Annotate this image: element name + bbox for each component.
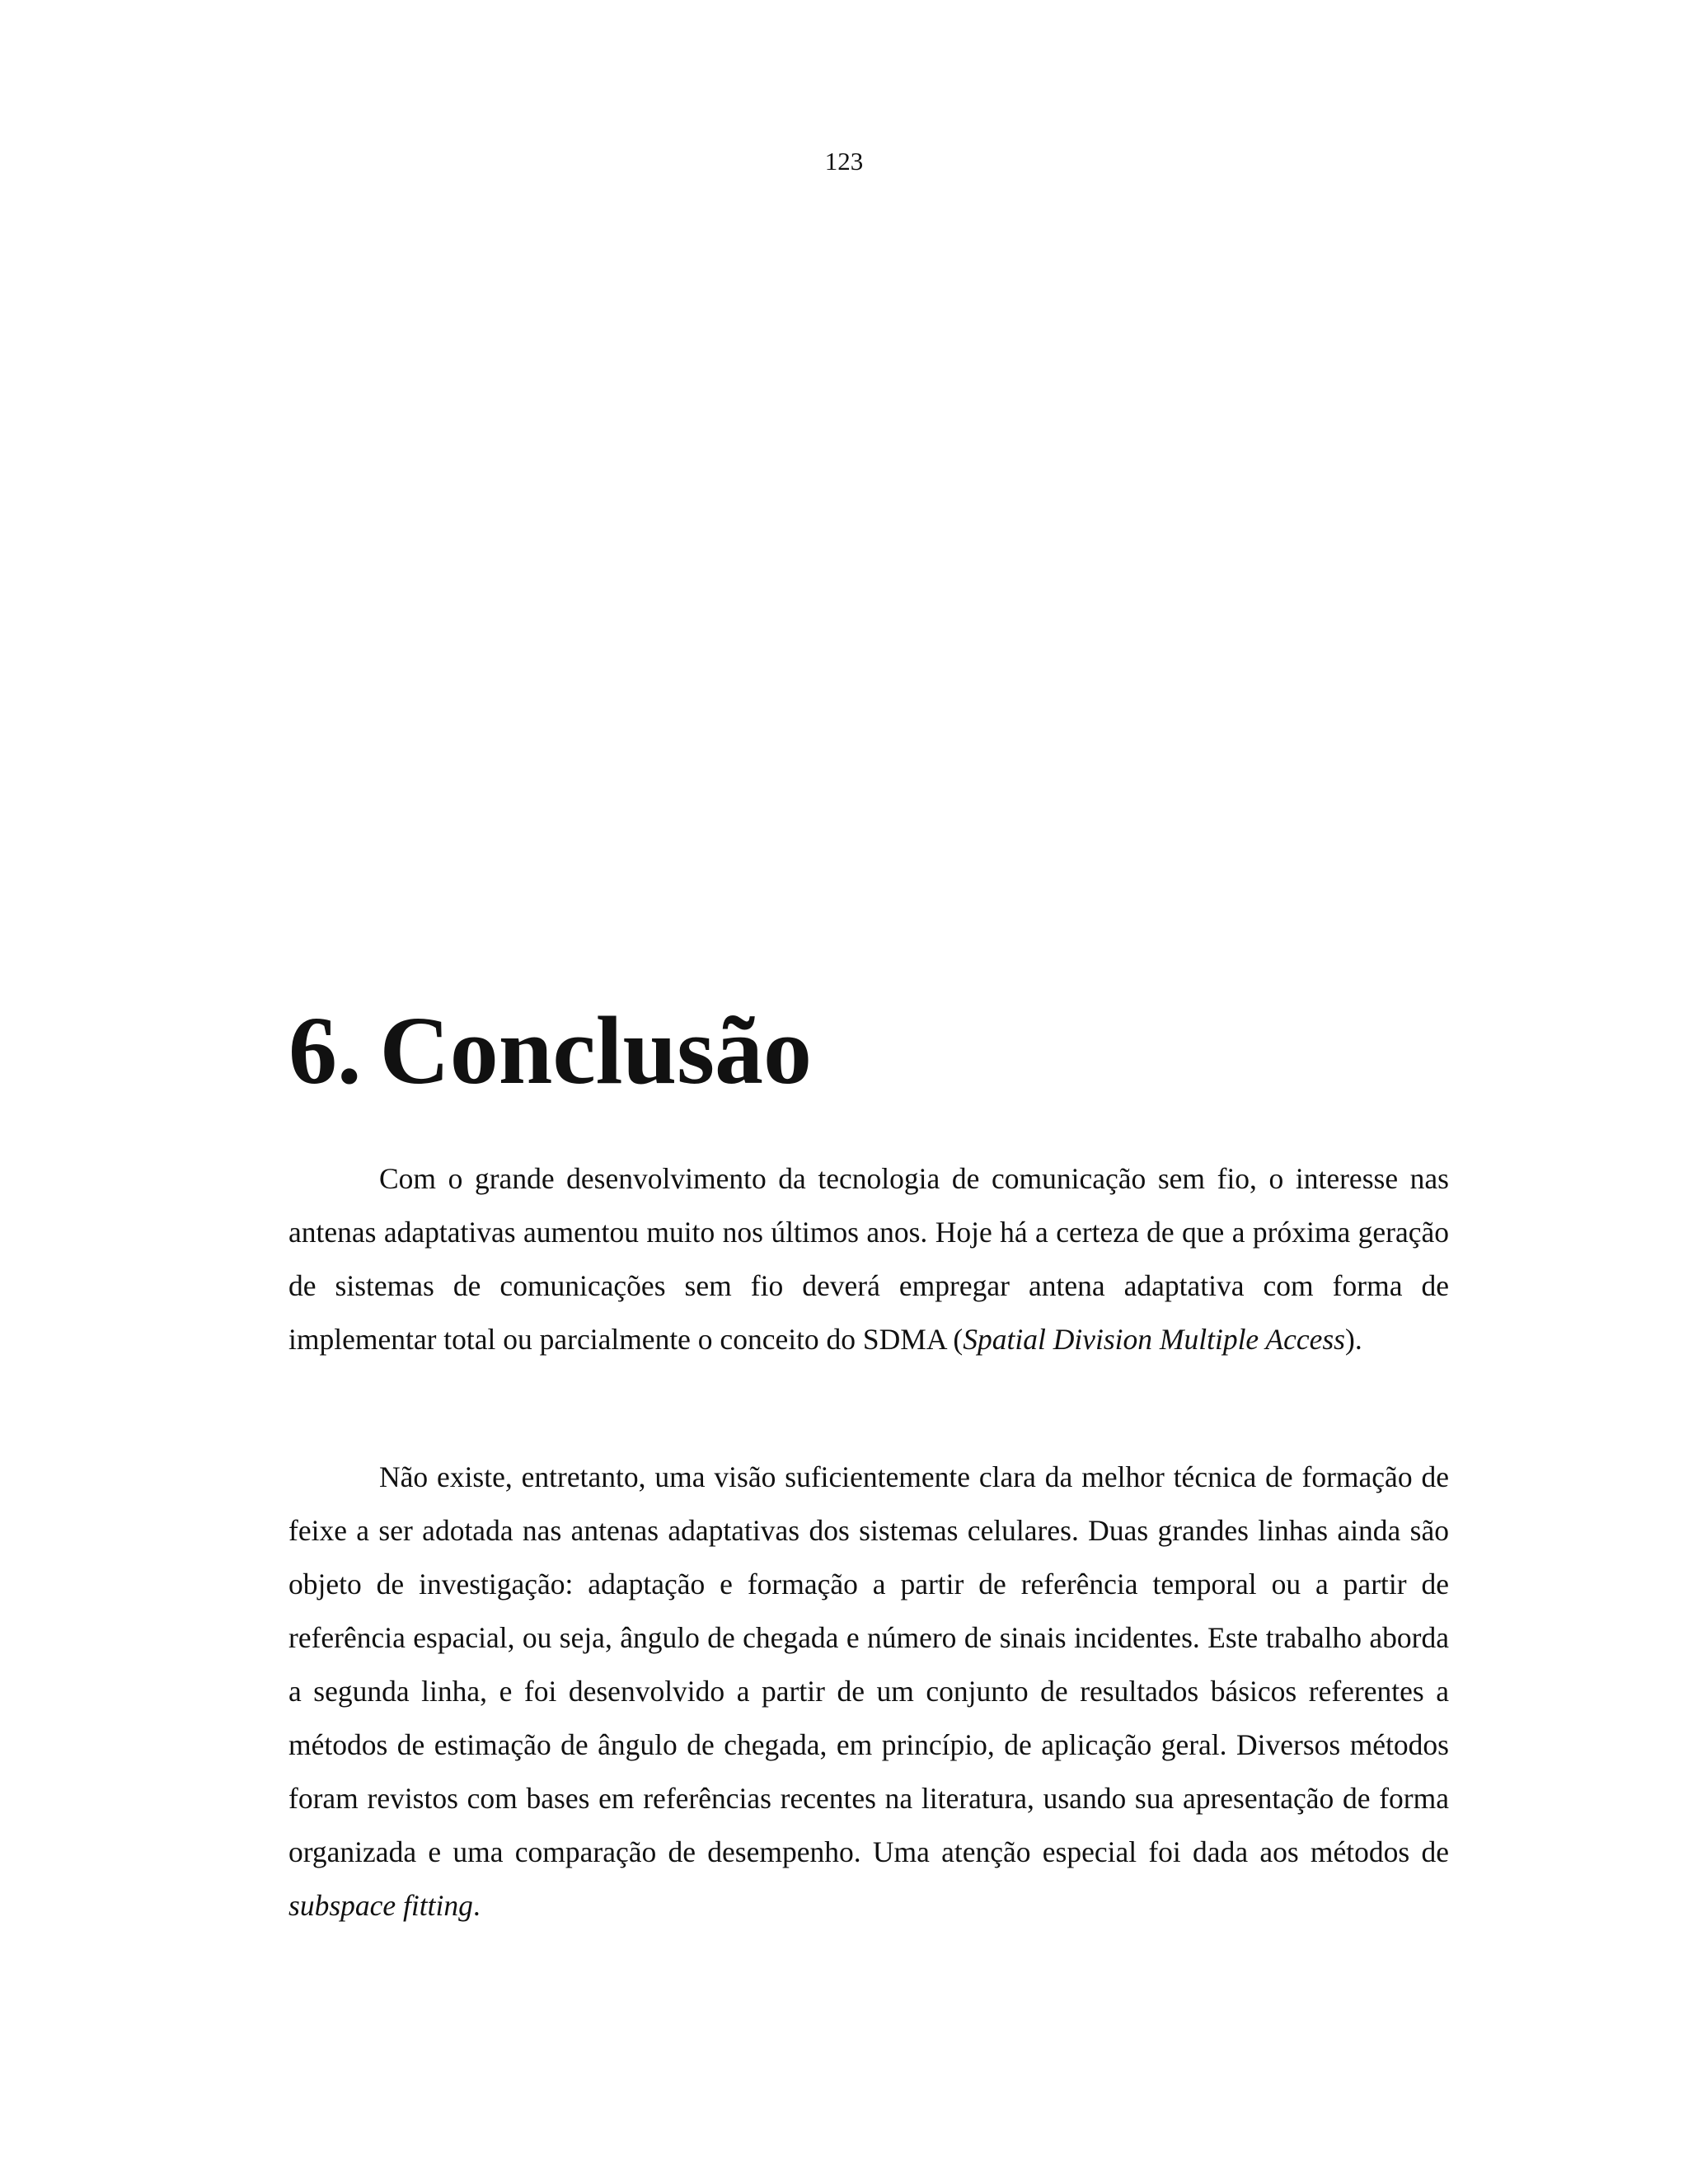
paragraph-2-segment: Não existe, entretanto, uma visão suficientemente clara da melhor técnica de formação de feixe a ser adotada nas antenas adaptativas dos sistemas celulares. Duas grandes linhas ainda são objeto de investigação: adaptação e formação a partir de referência temporal ou a partir de referência espacial, ou seja, ângulo de chegada e número de sinais incidentes. Este trabalho aborda a segunda linha, e foi desenvolvido a partir de um conjunto de resultados básicos referentes a métodos de estimação de ângulo de chegada, em princípio, de aplicação geral. Diversos métodos foram revistos com bases em referências recentes na literatura, usando sua apresentação de forma organizada e uma comparação de desempenho. Uma atenção especial foi dada aos métodos de bbox=[288, 1460, 1449, 1868]
paragraph-2-italic-term: subspace fitting bbox=[288, 1889, 473, 1922]
chapter-number: 6. bbox=[288, 996, 362, 1104]
paragraph-1-segment: Com o grande desenvolvimento da tecnologia de comunicação sem fio, o interesse nas antenas adaptativas aumentou muito nos últimos anos. Hoje há a certeza de que a próxima geração de sistemas de comunicações sem fio deverá empregar antena adaptativa com forma de implementar total ou parcialmente o conceito do SDMA ( bbox=[288, 1162, 1449, 1356]
paragraph-1-text bbox=[288, 1152, 1449, 1366]
paragraph-1 bbox=[288, 1152, 1449, 1366]
chapter-title-text: Conclusão bbox=[379, 996, 813, 1104]
paragraph-2 bbox=[288, 1451, 1449, 1933]
chapter-title bbox=[288, 993, 812, 1108]
paragraph-1-segment: ). bbox=[1345, 1323, 1362, 1356]
paragraph-2-text bbox=[288, 1451, 1449, 1933]
paragraph-1-italic-term: Spatial Division Multiple Access bbox=[963, 1323, 1346, 1356]
paragraph-2-segment: . bbox=[472, 1889, 481, 1922]
page-number: 123 bbox=[824, 147, 864, 176]
